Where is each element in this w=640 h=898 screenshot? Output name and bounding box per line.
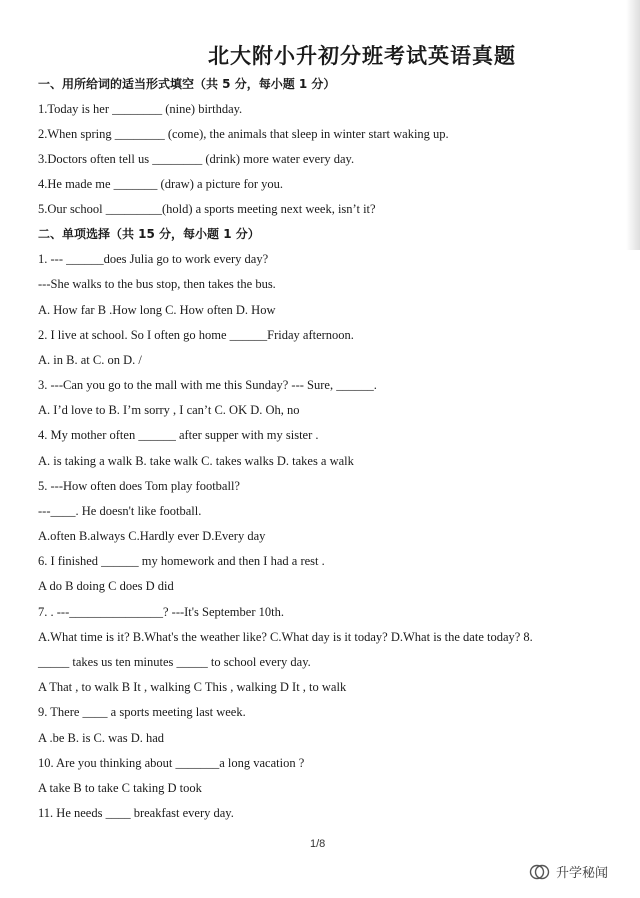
options-line: A. in B. at C. on D. / <box>38 353 142 367</box>
question-line: 2. I live at school. So I often go home ______Friday afternoon. <box>38 328 354 342</box>
question-line: 5. ---How often does Tom play football? <box>38 479 240 493</box>
page-number: 1/8 <box>310 838 326 850</box>
wechat-channel-icon <box>528 863 550 881</box>
question-line: 3. ---Can you go to the mall with me this Sunday? --- Sure, ______. <box>38 378 377 392</box>
question-line: 4.He made me _______ (draw) a picture for you. <box>38 177 284 191</box>
question-line: ---____. He doesn't like football. <box>38 504 202 518</box>
options-line: A. How far B .How long C. How often D. How <box>38 303 276 317</box>
options-line: A. is taking a walk B. take walk C. takes walks D. takes a walk <box>38 454 354 468</box>
options-line: A do B doing C does D did <box>38 579 174 593</box>
page-edge-shadow <box>626 0 640 250</box>
question-line: 6. I finished ______ my homework and then I had a rest . <box>38 554 325 568</box>
watermark-text: 升学秘闻 <box>556 866 609 881</box>
options-line: A .be B. is C. was D. had <box>38 731 165 745</box>
options-line: A.often B.always C.Hardly ever D.Every day <box>38 529 266 543</box>
question-line: 5.Our school _________(hold) a sports meeting next week, isn’t it? <box>38 202 376 216</box>
question-line: 1. --- ______does Julia go to work every day? <box>38 252 269 266</box>
options-line: A That , to walk B It , walking C This , walking D It , to walk <box>38 680 347 694</box>
watermark <box>528 862 608 881</box>
document-title: 北大附小升初分班考试英语真题 <box>208 44 516 68</box>
section-heading-fill-in: 一、用所给词的适当形式填空（共 5 分，每小题 1 分） <box>38 77 336 91</box>
question-line: 3.Doctors often tell us ________ (drink) more water every day. <box>38 152 355 166</box>
section-heading-multiple-choice: 二、单项选择（共 15 分，每小题 1 分） <box>38 227 260 241</box>
question-line: 4. My mother often ______ after supper with my sister . <box>38 428 319 442</box>
question-line: 10. Are you thinking about _______a long vacation ? <box>38 756 305 770</box>
question-line: _____ takes us ten minutes _____ to school every day. <box>38 655 311 669</box>
question-line: 7. . ---_______________? ---It's September 10th. <box>38 605 284 619</box>
options-line: A take B to take C taking D took <box>38 781 202 795</box>
question-line: 11. He needs ____ breakfast every day. <box>38 806 234 820</box>
question-line: ---She walks to the bus stop, then takes the bus. <box>38 277 276 291</box>
question-line: 9. There ____ a sports meeting last week. <box>38 705 246 719</box>
options-line: A.What time is it? B.What's the weather like? C.What day is it today? D.What is the date today? 8. <box>38 630 533 644</box>
options-line: A. I’d love to B. I’m sorry , I can’t C. OK D. Oh, no <box>38 403 300 417</box>
question-line: 2.When spring ________ (come), the animals that sleep in winter start waking up. <box>38 127 449 141</box>
question-line: 1.Today is her ________ (nine) birthday. <box>38 102 243 116</box>
